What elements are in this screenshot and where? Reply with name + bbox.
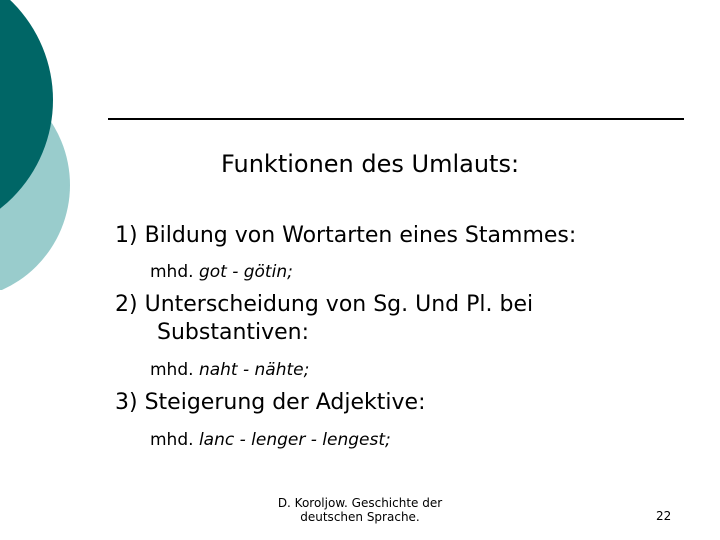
decorative-circles: [0, 0, 80, 290]
footer: [260, 496, 460, 524]
list-item-2-example-prefix: mhd.: [150, 360, 194, 380]
list-item-1-number: 1): [115, 223, 138, 248]
list-item-1: [115, 221, 576, 251]
list-item-3-example-prefix: mhd.: [150, 430, 194, 450]
page-number: 22: [656, 509, 672, 523]
footer-line-1: D. Koroljow. Geschichte der: [277, 496, 443, 510]
list-item-2-number: 2): [115, 292, 138, 317]
list-item-1-example-prefix: mhd.: [150, 262, 194, 282]
list-item-2-text: Unterscheidung von Sg. Und Pl. bei: [144, 292, 534, 317]
list-item-3-example-words: lanc - lenger - lengest;: [198, 430, 391, 450]
list-item-1-example: [150, 261, 293, 283]
footer-line-2: deutschen Sprache.: [300, 510, 420, 524]
list-item-3-text: Steigerung der Adjektive:: [144, 390, 426, 415]
list-item-3-number: 3): [115, 390, 138, 415]
list-item-2-example-words: naht - nähte;: [198, 360, 310, 380]
slide-title: Funktionen des Umlauts:: [221, 150, 520, 178]
list-item-2-text-continuation: Substantiven:: [157, 320, 310, 345]
list-item-3-example: [150, 429, 391, 451]
list-item-2-example: [150, 359, 309, 381]
title-rule: [108, 118, 684, 120]
list-item-2: [115, 290, 533, 320]
list-item-1-text: Bildung von Wortarten eines Stammes:: [144, 223, 577, 248]
list-item-1-example-words: got - götin;: [198, 262, 293, 282]
list-item-3: [115, 388, 425, 418]
